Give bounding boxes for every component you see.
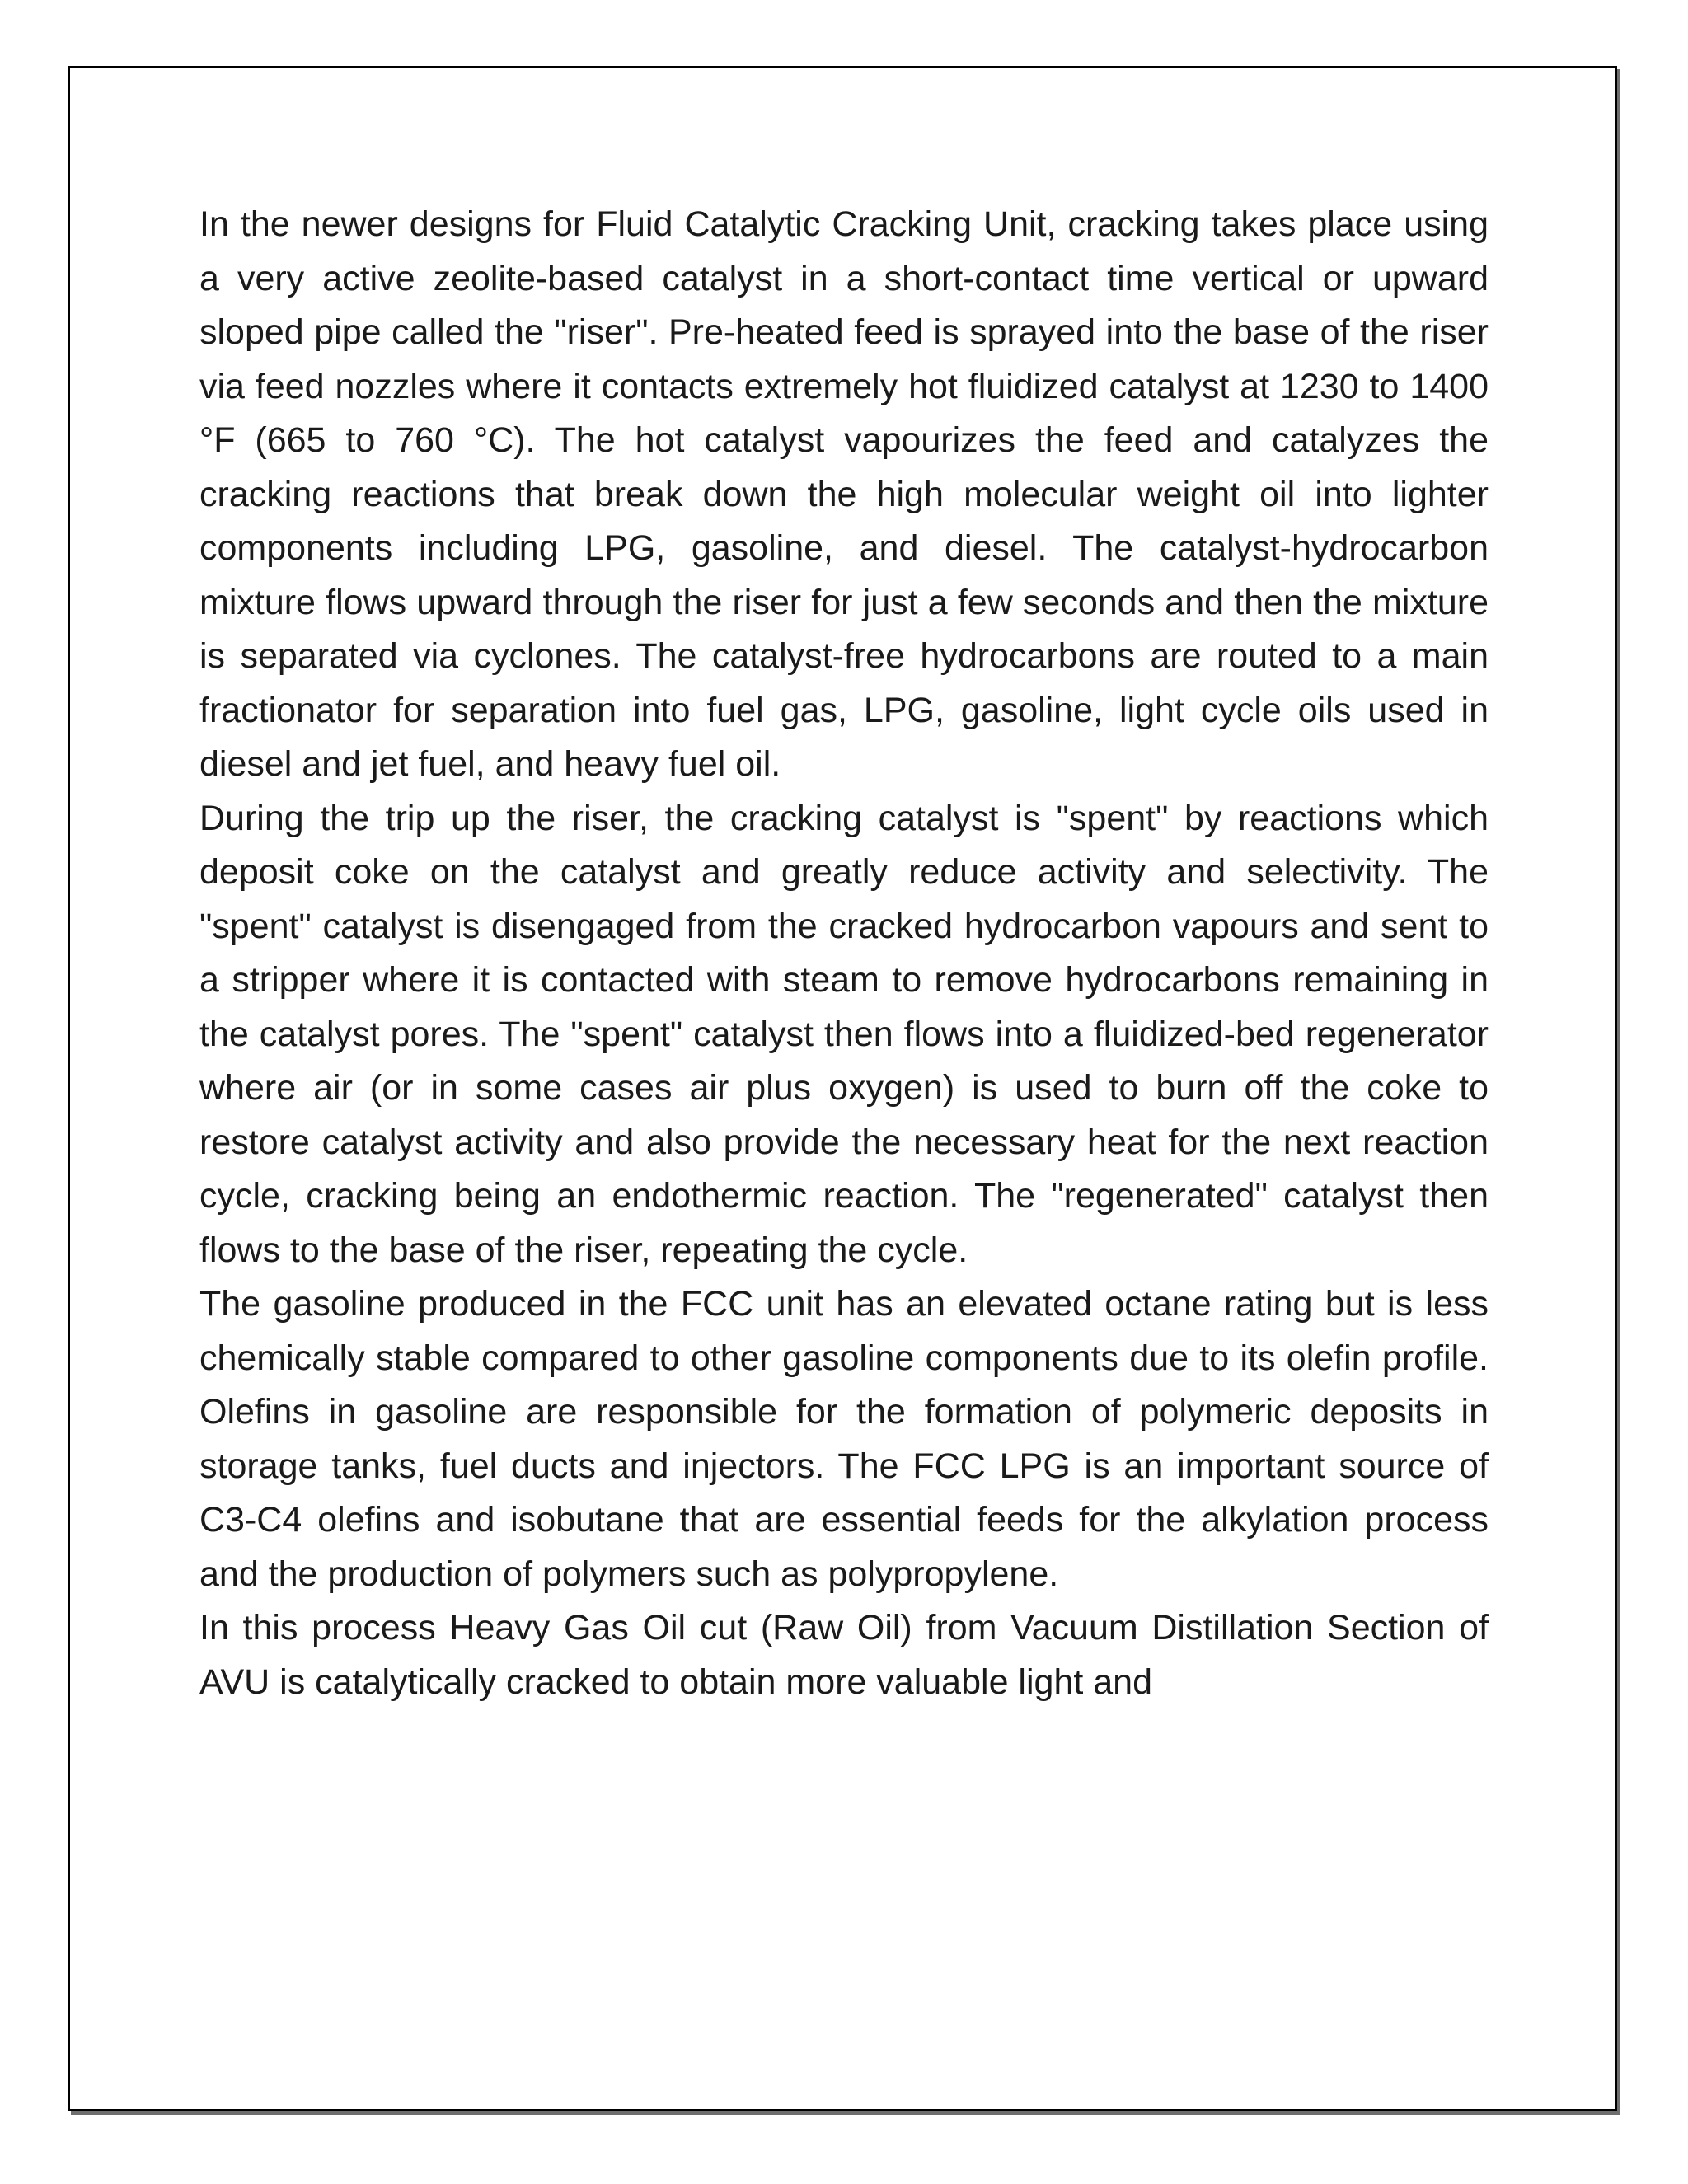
paragraph-fcc-gasoline: The gasoline produced in the FCC unit has an elevated octane rating but is less chemically stable compared to other gasoline components due to its olefin profile. Olefins in gasoline are responsible for the formation of polymeric deposits in storage tanks, fuel ducts and injectors. The FCC LPG is an important source of C3-C4 olefins and isobutane that are essential feeds for the alkylation process and the production of polymers such as polypropylene. [199,1284,1489,1594]
document-body [199,198,1489,1709]
paragraph-spent-catalyst: During the trip up the riser, the cracking catalyst is "spent" by reactions which deposit coke on the catalyst and greatly reduce activity and selectivity. The "spent" catalyst is disengaged from the cracked hydrocarbon vapours and sent to a stripper where it is contacted with steam to remove hydrocarbons remaining in the catalyst pores. The "spent" catalyst then flows into a fluidized-bed regenerator where air (or in some cases air plus oxygen) is used to burn off the coke to restore catalyst activity and also provide the necessary heat for the next reaction cycle, cracking being an endothermic reaction. The "regenerated" catalyst then flows to the base of the riser, repeating the cycle. [199,798,1489,1270]
paragraph-heavy-gas-oil: In this process Heavy Gas Oil cut (Raw Oil) from Vacuum Distillation Section of AVU is catalytically cracked to obtain more valuable light and [199,1608,1489,1702]
paragraph-fcc-riser: In the newer designs for Fluid Catalytic Cracking Unit, cracking takes place using a very active zeolite-based catalyst in a short-contact time vertical or upward sloped pipe called the "riser". Pre-heated feed is sprayed into the base of the riser via feed nozzles where it contacts extremely hot fluidized catalyst at 1230 to 1400 °F (665 to 760 °C). The hot catalyst vapourizes the feed and catalyzes the cracking reactions that break down the high molecular weight oil into lighter components including LPG, gasoline, and diesel. The catalyst-hydrocarbon mixture flows upward through the riser for just a few seconds and then the mixture is separated via cyclones. The catalyst-free hydrocarbons are routed to a main fractionator for separation into fuel gas, LPG, gasoline, light cycle oils used in diesel and jet fuel, and heavy fuel oil. [199,204,1489,784]
